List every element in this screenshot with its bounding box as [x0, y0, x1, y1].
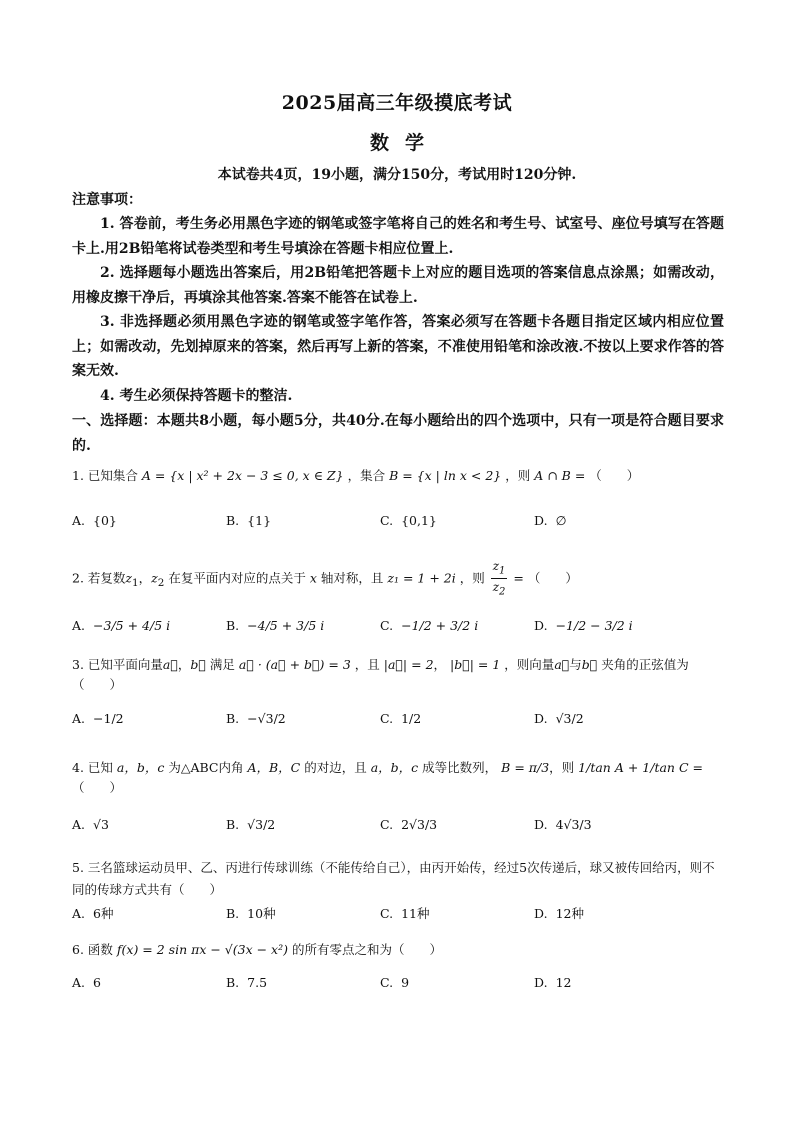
question-3: 3. 已知平面向量a⃗，b⃗ 满足 a⃗ · (a⃗ + b⃗) = 3 ，且 |a⃗| = 2， |b⃗| = 1 ，则向量a⃗与b⃗ 夹角的正弦值为 （ ）: [72, 657, 689, 692]
q4-angle-b: B = π/3: [501, 760, 550, 775]
q1-prefix: 1. 已知集合: [72, 468, 138, 483]
q2-ratio: $\frac{z_1}{z_2}$: [492, 559, 506, 598]
option-label: C.: [380, 905, 394, 921]
q5-option-b-text: 10种: [247, 906, 276, 921]
q5-option-c[interactable]: [380, 901, 430, 925]
q3-options: [72, 700, 712, 736]
q3-option-a[interactable]: [72, 700, 124, 736]
q6-suffix: 的所有零点之和为（ ）: [291, 942, 442, 957]
option-label: B.: [226, 617, 240, 633]
option-label: B.: [226, 816, 240, 832]
q3-cond: a⃗ · (a⃗ + b⃗) = 3: [238, 657, 351, 672]
q6-option-c-text: 9: [401, 974, 410, 990]
q3-option-b-text: −√3/2: [247, 710, 286, 726]
q1-options: [72, 502, 712, 538]
q3-option-a-text: −1/2: [93, 710, 124, 726]
question-6: [72, 940, 722, 960]
q5-option-a[interactable]: [72, 901, 113, 925]
q4-option-a[interactable]: [72, 806, 109, 842]
option-label: A.: [72, 617, 86, 633]
q4-expr: 1/tan A + 1/tan C =: [578, 760, 703, 775]
q3-text2: ，且: [354, 657, 380, 672]
notice-item-2: 2. 选择题每小题选出答案后，用2B铅笔把答题卡上对应的题目选项的答案信息点涂黑；如需改动，用橡皮擦干净后，再填涂其他答案.答案不能答在试卷上.: [72, 265, 724, 306]
q6-option-b-text: 7.5: [247, 974, 268, 990]
q3-norm-a: |a⃗| = 2: [383, 657, 434, 672]
option-label: C.: [380, 512, 394, 528]
q4-option-c-text: 2√3/3: [401, 816, 438, 832]
option-label: B.: [226, 512, 240, 528]
q3-option-c[interactable]: [380, 700, 421, 736]
option-label: B.: [226, 905, 240, 921]
q4-option-a-text: √3: [93, 816, 109, 832]
q1-set-b: B = {x | ln x < 2}: [389, 468, 502, 483]
q6-func: f(x) = 2 sin πx − √(3x − x²): [116, 942, 288, 957]
q5-option-a-text: 6种: [93, 906, 114, 921]
section-heading: 一、选择题：本题共8小题，每小题5分，共40分.在每小题给出的四个选项中，只有一项是符合题目要求的.: [72, 413, 724, 454]
q4-prefix: 4. 已知: [72, 760, 113, 775]
option-label: D.: [534, 905, 548, 921]
q2-paren: （ ）: [527, 570, 578, 586]
option-label: D.: [534, 710, 548, 726]
q2-text3: ，则: [459, 570, 485, 586]
option-label: A.: [72, 974, 86, 990]
q4-text3: 成等比数列，: [422, 760, 498, 775]
q1-mid: ，集合: [347, 468, 386, 483]
q1-option-b-text: {1}: [247, 512, 272, 528]
q2-axis: x: [309, 570, 317, 586]
notice-item-3: 3. 非选择题必须用黑色字迹的钢笔或签字笔作答，答案必须写在答题卡各题目指定区域内相应位置上；如需改动，先划掉原来的答案，然后再写上新的答案，不准使用铅笔和涂改液.不按以上要求作答的答案无效.: [72, 314, 724, 379]
q4-options: [72, 806, 712, 842]
question-5: 5. 三名篮球运动员甲、乙、丙进行传球训练（不能传给自己），由丙开始传，经过5次传递后，球又被传回给丙，则不同的传球方式共有（ ）: [72, 860, 715, 897]
q4-option-c[interactable]: [380, 806, 437, 842]
q1-set-a: A = {x | x² + 2x − 3 ≤ 0, x ∈ Z}: [141, 468, 344, 483]
option-label: C.: [380, 710, 394, 726]
q4-option-b-text: √3/2: [247, 816, 276, 832]
notice-item-4: 4. 考生必须保持答题卡的整洁.: [100, 388, 293, 404]
q2-option-a-text: −3/5 + 4/5 i: [93, 617, 171, 633]
q2-option-c-text: −1/2 + 3/2 i: [401, 617, 479, 633]
q4-paren: （ ）: [72, 780, 123, 795]
q4-option-d-text: 4√3/3: [555, 816, 592, 832]
q1-option-a[interactable]: [72, 502, 117, 538]
q6-option-c[interactable]: [380, 970, 409, 994]
option-label: A.: [72, 512, 86, 528]
q1-option-d[interactable]: [534, 502, 566, 538]
q3-text4: 与: [569, 657, 582, 672]
q2-option-d[interactable]: [534, 607, 633, 643]
q2-option-b-text: −4/5 + 3/5 i: [247, 617, 325, 633]
q4-sides-2: a，b，c: [370, 760, 419, 775]
question-4: [72, 758, 722, 798]
q1-option-c-text: {0,1}: [401, 512, 437, 528]
q6-option-a[interactable]: [72, 970, 101, 994]
q5-option-d-text: 12种: [555, 906, 584, 921]
q4-text2: 的对边，且: [304, 760, 367, 775]
q3-option-d-text: √3/2: [555, 710, 584, 726]
option-label: B.: [226, 974, 240, 990]
notice-heading: 注意事项：: [72, 192, 142, 208]
q4-text4: ，则: [549, 760, 575, 775]
exam-title: 2025届高三年级摸底考试: [281, 92, 513, 114]
q2-prefix: 2. 若复数: [72, 570, 126, 586]
q3-text3: ，则向量: [504, 657, 555, 672]
q2-option-b[interactable]: [226, 607, 324, 643]
q6-prefix: 6. 函数: [72, 942, 113, 957]
q4-option-d[interactable]: [534, 806, 592, 842]
q2-text2: 轴对称，且: [320, 570, 384, 586]
q5-options: [72, 901, 712, 925]
option-label: D.: [534, 512, 548, 528]
q1-option-c[interactable]: [380, 502, 437, 538]
q5-option-d[interactable]: [534, 901, 584, 925]
q3-option-c-text: 1/2: [401, 710, 422, 726]
question-2: 2. 若复数$z_1$，$z_2$ 在复平面内对应的点关于 x 轴对称，且 z₁ = 1 + 2i ，则 $\frac{z_1}{z_2}$ = （ ）: [72, 559, 578, 598]
q1-option-b[interactable]: [226, 502, 271, 538]
exam-info: 本试卷共4页，19小题，满分150分，考试用时120分钟.: [217, 167, 577, 183]
q3-option-d[interactable]: [534, 700, 584, 736]
q4-option-b[interactable]: [226, 806, 275, 842]
q2-option-c[interactable]: [380, 607, 478, 643]
q1-option-a-text: {0}: [93, 512, 117, 528]
q2-z1-value: z₁ = 1 + 2i: [387, 570, 456, 586]
q3-text1: 满足: [209, 657, 235, 672]
q1-paren: （ ）: [589, 468, 640, 483]
option-label: D.: [534, 816, 548, 832]
option-label: C.: [380, 974, 394, 990]
q3-prefix: 3. 已知平面向量: [72, 657, 163, 672]
option-label: A.: [72, 905, 86, 921]
q5-option-b[interactable]: [226, 901, 276, 925]
option-label: D.: [534, 617, 548, 633]
q5-option-c-text: 11种: [401, 906, 430, 921]
q4-sides: a，b，c: [116, 760, 165, 775]
option-label: A.: [72, 816, 86, 832]
q6-option-d-text: 12: [555, 974, 572, 990]
question-1: [72, 466, 722, 486]
q4-text1: 为△ABC内角: [168, 760, 244, 775]
q1-suffix: ，则: [505, 468, 531, 483]
option-label: D.: [534, 974, 548, 990]
exam-subject: 数学: [369, 132, 440, 154]
q3-paren: （ ）: [72, 677, 123, 692]
q2-options: [72, 607, 712, 643]
q3-option-b[interactable]: [226, 700, 286, 736]
q3-norm-b: |b⃗| = 1: [450, 657, 501, 672]
q6-option-b[interactable]: [226, 970, 267, 994]
option-label: C.: [380, 816, 394, 832]
q2-option-a[interactable]: [72, 607, 170, 643]
q6-option-a-text: 6: [93, 974, 101, 990]
option-label: C.: [380, 617, 394, 633]
option-label: A.: [72, 710, 86, 726]
notice-item-1: 1. 答卷前，考生务必用黑色字迹的钢笔或签字笔将自己的姓名和考生号、试室号、座位号填写在答题卡上.用2B铅笔将试卷类型和考生号填涂在答题卡相应位置上.: [72, 216, 724, 257]
q2-option-d-text: −1/2 − 3/2 i: [555, 617, 633, 633]
q6-option-d[interactable]: [534, 970, 571, 994]
q3-text5: 夹角的正弦值为: [601, 657, 689, 672]
q2-text1: 在复平面内对应的点关于: [168, 570, 306, 586]
q6-options: [72, 970, 712, 994]
option-label: B.: [226, 710, 240, 726]
q1-option-d-text: ∅: [555, 512, 567, 528]
q1-ask: A ∩ B =: [534, 468, 586, 483]
q4-angles: A，B，C: [247, 760, 301, 775]
